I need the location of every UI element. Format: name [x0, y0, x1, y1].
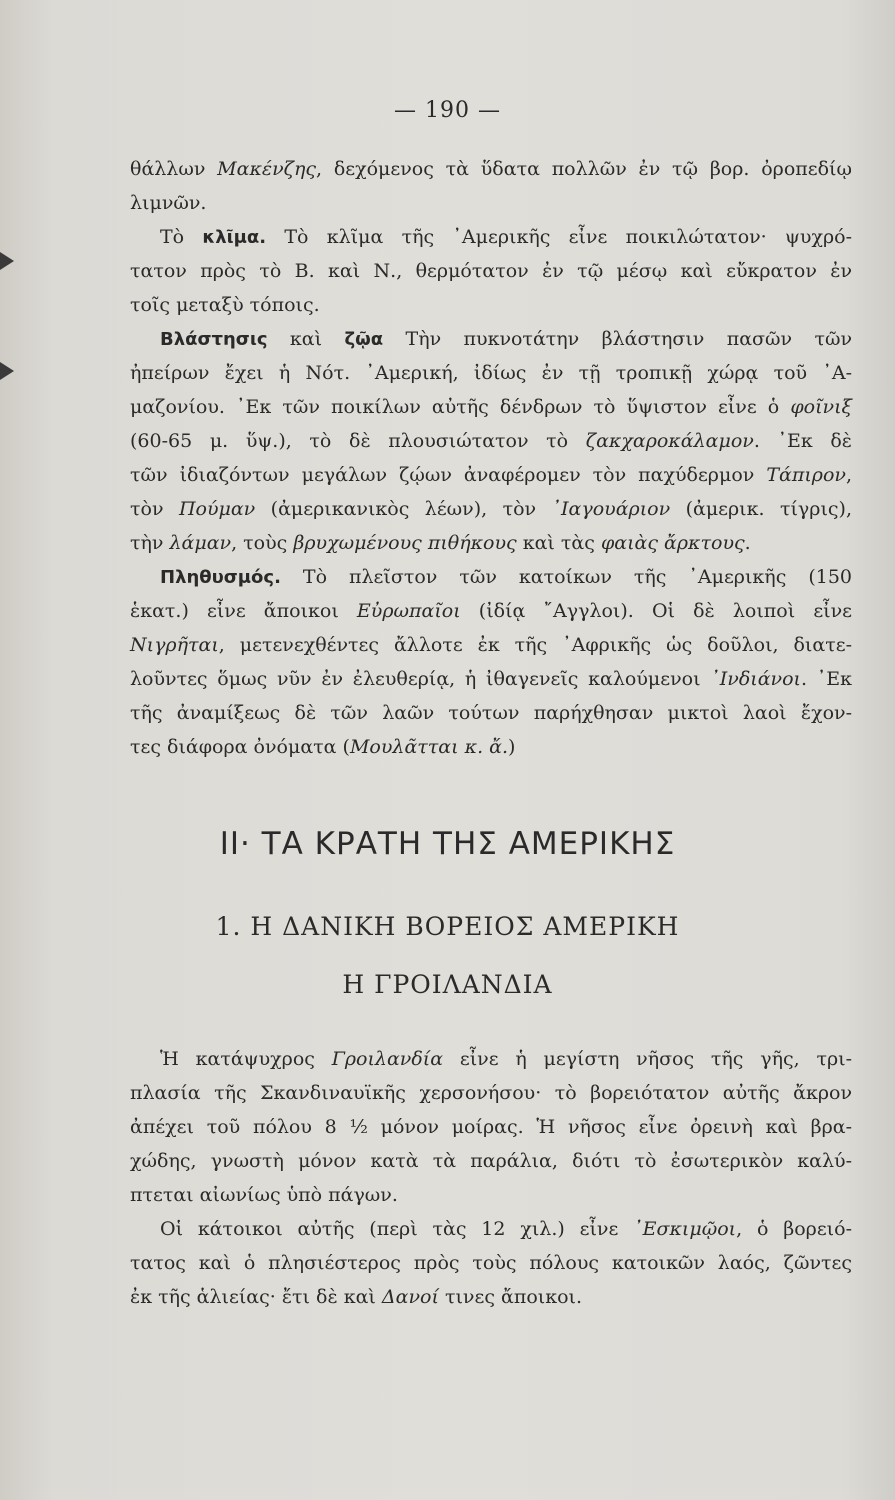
run-text: Τὸ κλῖμα τῆς ᾿Αμερικῆς εἶνε ποικιλώτατον· ψυχρό- [266, 226, 852, 248]
run-text: (ἀμερικ. τίγρις), [670, 498, 853, 520]
text-line [130, 1246, 852, 1280]
part-heading: ΙΙ· ΤΑ ΚΡΑΤΗ ΤΗΣ ΑΜΕΡΙΚΗΣ [219, 826, 676, 862]
run-text: χώδης, γνωστὴ μόνον κατὰ τὰ παράλια, διότι τὸ ἐσωτερικὸν καλύ- [130, 1150, 852, 1172]
run-heading: Πληθυσμός. [160, 567, 281, 588]
run-italic: Νιγρῆται [130, 634, 219, 656]
run-text: (60-65 μ. ὕψ.), τὸ δὲ πλουσιώτατον τὸ [130, 430, 586, 452]
section-climate-vegetation-population [130, 152, 852, 764]
text-line [130, 1144, 852, 1178]
edge-mark-top [0, 252, 14, 270]
run-text: (ἀμερικανικὸς λέων), τὸν [255, 498, 552, 520]
run-heading: Βλάστησις [160, 329, 268, 350]
text-line [130, 1212, 852, 1246]
run-italic: ᾿Ινδιάνοι [710, 668, 801, 690]
text-line [130, 186, 852, 220]
run-italic: φαιὰς ἄρκτους [600, 532, 745, 554]
run-text: τὸν [130, 498, 179, 520]
run-italic: Μακένζης [217, 158, 316, 180]
run-italic: ᾿Ιαγουάριον [551, 498, 671, 520]
run-text: μαζονίου. ᾿Εκ τῶν ποικίλων αὐτῆς δένδρων τὸ ὕψιστον εἶνε ὁ [130, 396, 791, 418]
run-text: λοῦντες ὅμως νῦν ἐν ἐλευθερίᾳ, ἡ ἰθαγενεῖς καλούμενοι [130, 668, 711, 690]
run-italic: Εὐρωπαῖοι [356, 600, 461, 622]
text-line [130, 1110, 852, 1144]
run-text: πτεται αἰωνίως ὑπὸ πάγων. [130, 1184, 398, 1206]
run-text: Τὸ [160, 226, 203, 248]
run-text: Τὸ πλεῖστον τῶν κατοίκων τῆς ᾿Αμερικῆς (150 [280, 566, 852, 588]
run-text: (ἰδίᾳ ῎Αγγλοι). Οἱ δὲ λοιποὶ εἶνε [460, 600, 853, 622]
run-italic: Γροιλανδία [331, 1048, 444, 1070]
run-text: τατος καὶ ὁ πλησιέστερος πρὸς τοὺς πόλους κατοικῶν λαός, ζῶντες [130, 1252, 852, 1274]
run-text: Οἱ κάτοικοι αὐτῆς (περὶ τὰς 12 χιλ.) εἶνε [160, 1218, 634, 1240]
text-line [130, 390, 852, 424]
run-text: θάλλων [130, 158, 218, 180]
text-line [130, 288, 852, 322]
run-text: , δεχόμενος τὰ ὕδατα πολλῶν ἐν τῷ βορ. ὀροπεδίῳ [316, 158, 852, 180]
text-line [130, 1178, 852, 1212]
run-text: τῆς ἀναμίξεως δὲ τῶν λαῶν τούτων παρήχθησαν μικτοὶ λαοὶ ἔχον- [130, 702, 852, 724]
run-text: , τοὺς [231, 532, 294, 554]
run-italic: ζακχαροκάλαμον [585, 430, 754, 452]
text-line [130, 220, 852, 254]
text-line [130, 1280, 852, 1314]
text-line [130, 458, 852, 492]
run-italic: βρυχωμένους πιθήκους [293, 532, 517, 554]
section-greenland [130, 1042, 852, 1314]
run-text: τινες ἄποικοι. [438, 1286, 583, 1308]
run-text: Ἡ κατάψυχρος [160, 1048, 332, 1070]
run-text: εἶνε ἡ μεγίστη νῆσος τῆς γῆς, τρι- [443, 1048, 852, 1070]
text-line [130, 628, 852, 662]
run-text: . ᾿Εκ [800, 668, 852, 690]
text-line [130, 730, 852, 764]
run-text: ἠπείρων ἔχει ἡ Νότ. ᾿Αμερική, ἰδίως ἐν τῇ τροπικῇ χώρᾳ τοῦ ᾿Α- [130, 362, 852, 384]
run-italic: φοῖνιξ [790, 396, 852, 418]
run-text: τες διάφορα ὀνόματα ( [130, 736, 350, 758]
run-text: τὴν [130, 532, 170, 554]
run-text: , [845, 464, 852, 486]
run-text: ἑκατ.) εἶνε ἄποικοι [130, 600, 357, 622]
text-line [130, 356, 852, 390]
chapter-heading: 1. Η ΔΑΝΙΚΗ ΒΟΡΕΙΟΣ ΑΜΕΡΙΚΗ [215, 912, 680, 941]
run-text: ) [508, 736, 516, 758]
run-text: Τὴν πυκνοτάτην βλάστησιν πασῶν τῶν [383, 328, 853, 350]
run-text: . [744, 532, 751, 554]
text-line [130, 1076, 852, 1110]
text-line [130, 424, 852, 458]
run-text: ἀπέχει τοῦ πόλου 8 ½ μόνον μοίρας. Ἡ νῆσος εἶνε ὀρεινὴ καὶ βρα- [130, 1116, 852, 1138]
text-line [130, 492, 852, 526]
text-line [130, 1042, 852, 1076]
run-text: τοῖς μεταξὺ τόποις. [130, 294, 320, 316]
run-italic: Τάπιρον [766, 464, 846, 486]
run-text: . ᾿Εκ δὲ [753, 430, 852, 452]
run-italic: λάμαν [169, 532, 232, 554]
text-line [130, 254, 852, 288]
run-italic: Πούμαν [178, 498, 256, 520]
text-line [130, 152, 852, 186]
run-text: πλασία τῆς Σκανδιναυϊκῆς χερσονήσου· τὸ βορειότατον αὐτῆς ἄκρον [130, 1082, 852, 1104]
text-line [130, 560, 852, 594]
run-heading: κλῖμα. [202, 227, 267, 248]
edge-mark-bottom [0, 362, 14, 380]
run-text: , ὁ βορειό- [736, 1218, 852, 1240]
run-italic: Μουλᾶτται κ. ἄ. [349, 736, 509, 758]
text-line [130, 322, 852, 356]
run-text: τῶν ἰδιαζόντων μεγάλων ζῴων ἀναφέρομεν τὸν παχύδερμον [130, 464, 767, 486]
run-heading: ζῷα [344, 329, 384, 350]
run-text: ἐκ τῆς ἁλιείας· ἔτι δὲ καὶ [130, 1286, 382, 1308]
text-line [130, 594, 852, 628]
run-text: λιμνῶν. [130, 192, 207, 214]
subchapter-heading: Η ΓΡΟΙΛΑΝΔΙΑ [342, 970, 553, 999]
run-italic: Δανοί [381, 1286, 439, 1308]
text-line [130, 696, 852, 730]
text-line [130, 526, 852, 560]
page-number: — 190 — [394, 98, 501, 123]
run-text: τατον πρὸς τὸ Β. καὶ Ν., θερμότατον ἐν τῷ μέσῳ καὶ εὔκρατον ἐν [130, 260, 852, 282]
run-text: , μετενεχθέντες ἄλλοτε ἐκ τῆς ᾿Αφρικῆς ὡς δοῦλοι, διατε- [218, 634, 852, 656]
run-text: καὶ τὰς [516, 532, 601, 554]
text-line [130, 662, 852, 696]
run-text: καὶ [267, 328, 345, 350]
run-italic: ᾿Εσκιμῷοι [633, 1218, 737, 1240]
